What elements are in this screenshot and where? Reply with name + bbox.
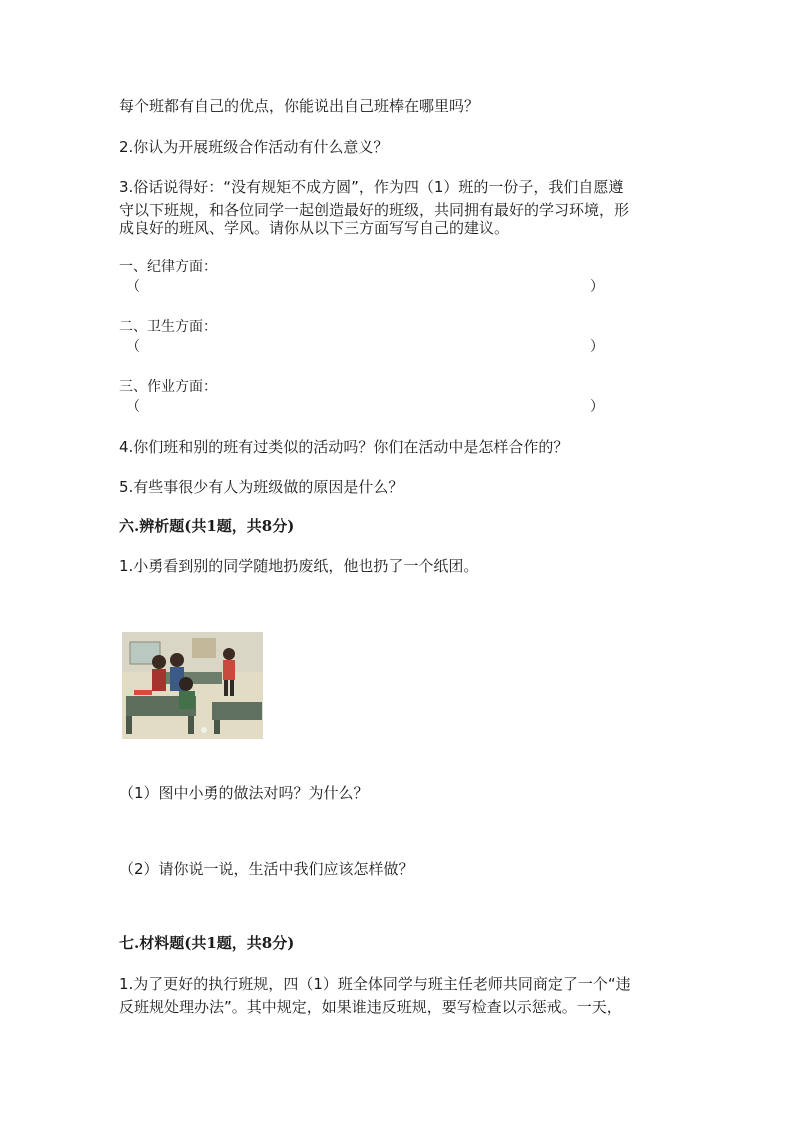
- section-6-heading: 六.辨析题(共1题，共8分): [119, 517, 295, 535]
- section-6-sub-question-2: （2）请你说一说，生活中我们应该怎样做？: [119, 860, 414, 878]
- classroom-illustration: [122, 632, 263, 739]
- answer-blank-open: （: [126, 399, 140, 415]
- answer-blank-open: （: [126, 279, 140, 295]
- aspect-homework-label: 三、作业方面：: [119, 379, 217, 395]
- section-7-question-1-line-1: 1.为了更好的执行班规，四（1）班全体同学与班主任老师共同商定了一个“违: [119, 975, 631, 993]
- question-2: 2.你认为开展班级合作活动有什么意义？: [119, 138, 389, 156]
- question-5: 5.有些事很少有人为班级做的原因是什么？: [119, 478, 404, 496]
- answer-blank-close: ）: [590, 339, 604, 355]
- section-6-question-1: 1.小勇看到别的同学随地扔废纸，他也扔了一个纸团。: [119, 557, 479, 575]
- answer-blank-close: ）: [590, 399, 604, 415]
- question-4: 4.你们班和别的班有过类似的活动吗？你们在活动中是怎样合作的？: [119, 438, 569, 456]
- question-q1: 每个班都有自己的优点，你能说出自己班棒在哪里吗？: [119, 97, 480, 115]
- question-3-line-1: 3.俗话说得好：“没有规矩不成方圆”，作为四（1）班的一份子，我们自愿遵: [119, 178, 624, 196]
- answer-blank-close: ）: [590, 279, 604, 295]
- aspect-hygiene-label: 二、卫生方面：: [119, 319, 217, 335]
- question-3-line-3: 成良好的班风、学风。请你从以下三方面写写自己的建议。: [119, 219, 510, 237]
- section-6-sub-question-1: （1）图中小勇的做法对吗？为什么？: [119, 784, 369, 802]
- classroom-illustration-image: [122, 632, 263, 739]
- section-7-heading: 七.材料题(共1题，共8分): [119, 934, 295, 952]
- answer-blank-open: （: [126, 339, 140, 355]
- aspect-discipline-label: 一、纪律方面：: [119, 259, 217, 275]
- section-7-question-1-line-2: 反班规处理办法”。其中规定，如果谁违反班规，要写检查以示惩戒。一天，: [119, 998, 622, 1016]
- question-3-line-2: 守以下班规，和各位同学一起创造最好的班级，共同拥有最好的学习环境，形: [119, 201, 630, 219]
